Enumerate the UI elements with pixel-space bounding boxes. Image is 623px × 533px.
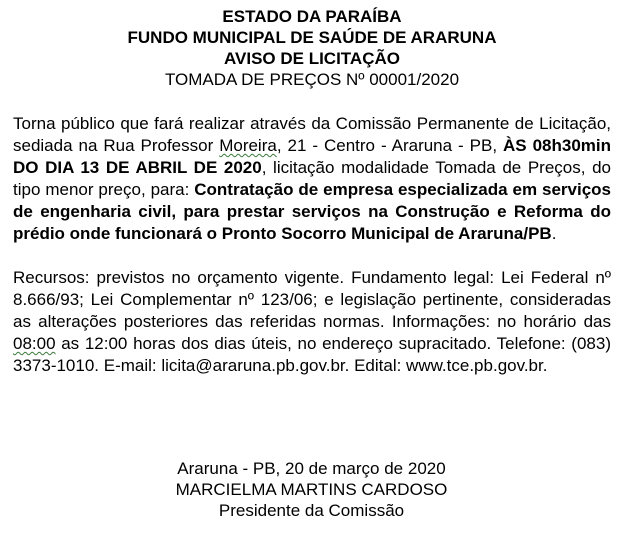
paragraph-announcement [13,113,611,245]
header-state: ESTADO DA PARAÍBA [222,7,402,26]
announcement-date-time: ÀS 08h30min DO DIA 13 DE ABRIL DE 2020 [13,136,612,177]
signature-block [0,458,623,521]
announcement-street-name: Moreira [219,136,277,155]
header-tender-number: TOMADA DE PREÇOS Nº 00001/2020 [164,70,460,89]
announcement-object: Contratação de empresa especializada em serviços de engenharia civil, para prestar serviços na Construção e Reforma do prédio onde funcionará o Pronto Socorro Municipal de Araruna/PB [13,180,611,243]
resources-text-2: as 12:00 horas dos dias úteis, no endereço supracitado. Telefone: (083) 3373-1010. E-mail: licita@araruna.pb.gov.br. Edital: www.tce.pb.gov.br. [13,334,611,375]
header-notice-title: AVISO DE LICITAÇÃO [224,49,400,68]
announcement-text-4: . [551,224,557,243]
announcement-text-3: , licitação modalidade Tomada de Preços, do tipo menor preço, para: [13,158,611,199]
announcement-text-2: , 21 - Centro - Araruna - PB, [276,136,504,155]
paragraph-resources [13,267,611,377]
resources-time: 08:00 [13,334,56,353]
header-fund: FUNDO MUNICIPAL DE SAÚDE DE ARARUNA [127,28,497,47]
announcement-text-1: Torna público que fará realizar através da Comissão Permanente de Licitação, sediada na Rua Professor [13,114,611,155]
resources-text-1: Recursos: previstos no orçamento vigente. Fundamento legal: Lei Federal nº 8.666/93; Lei Complementar nº 123/06; e legislação pertinente, consideradas as alterações posteriores das referidas normas. Informações: no horário das [13,268,611,331]
signature-place-date: Araruna - PB, 20 de março de 2020 [177,459,446,478]
signature-name: MARCIELMA MARTINS CARDOSO [175,480,448,499]
signature-role: Presidente da Comissão [218,501,405,520]
